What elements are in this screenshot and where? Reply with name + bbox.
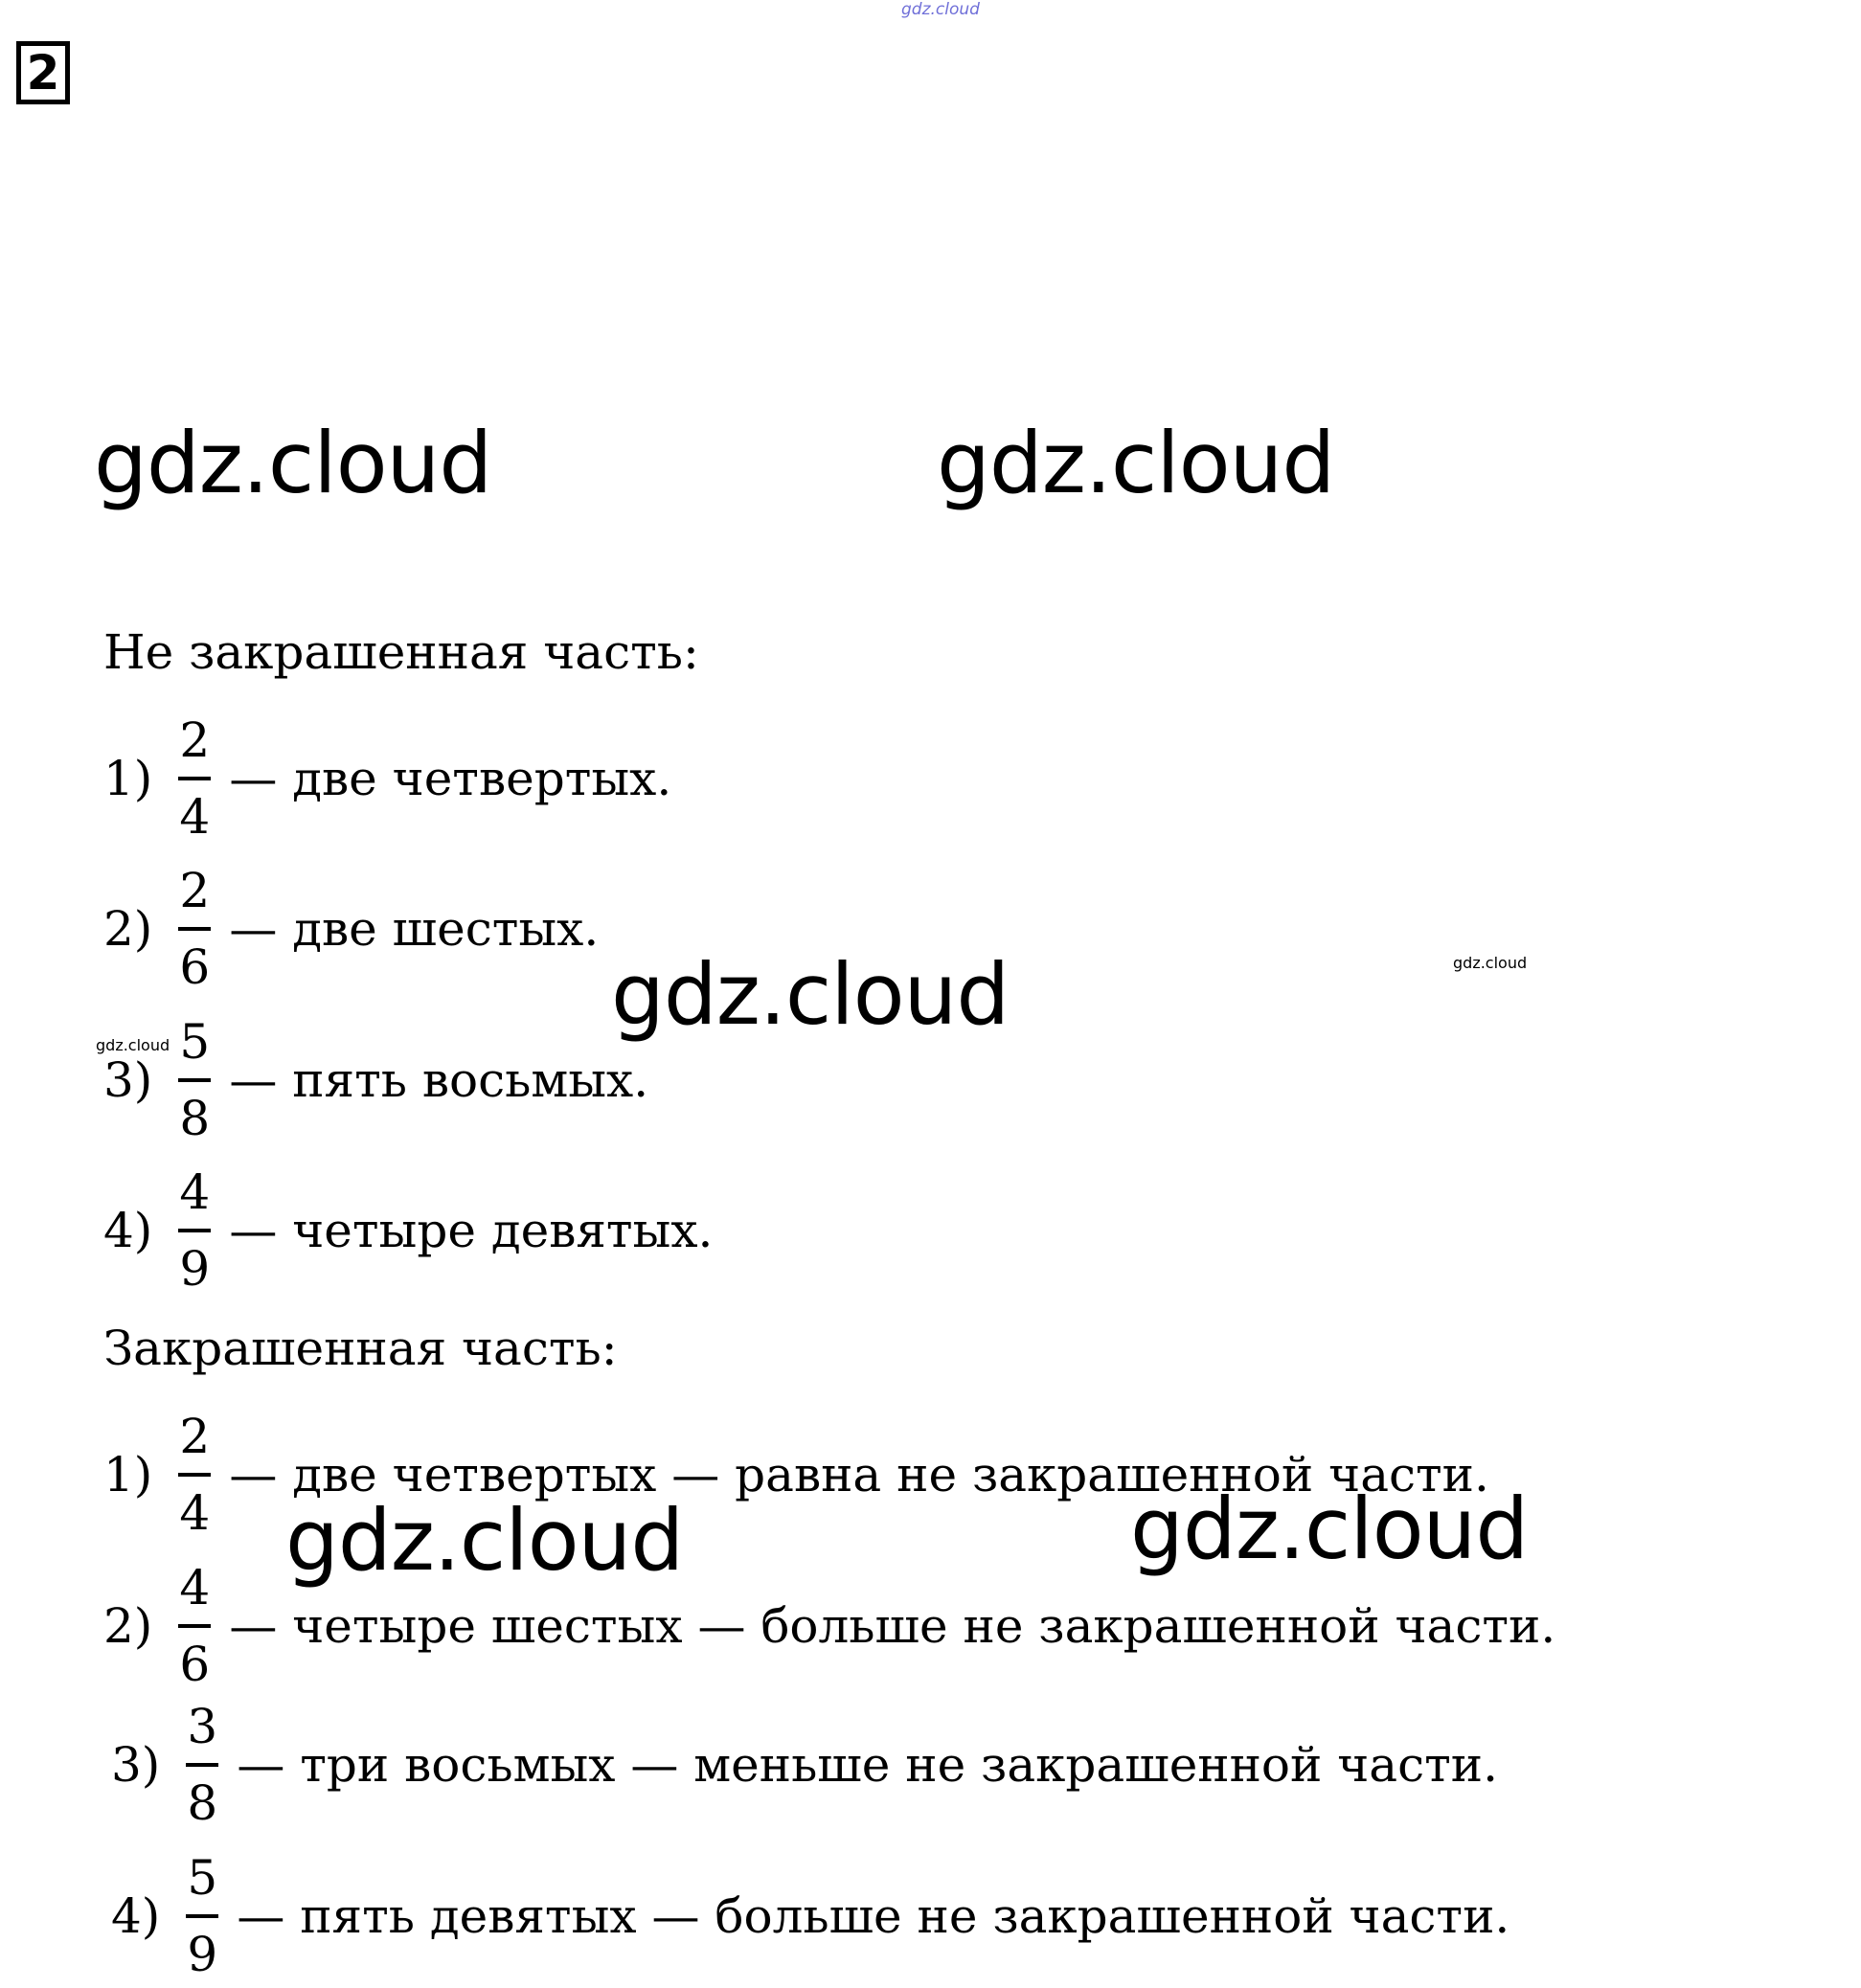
- watermark-top: gdz.cloud: [901, 0, 980, 19]
- fraction: [181, 1700, 223, 1830]
- fraction-denominator: 4: [179, 789, 211, 845]
- fraction-numerator: 2: [179, 712, 211, 768]
- fraction-numerator: 4: [179, 1164, 211, 1220]
- list-item: [103, 1159, 713, 1302]
- fraction: [173, 713, 216, 844]
- section-heading-unshaded: Не закрашенная часть:: [103, 624, 699, 680]
- fraction-numerator: 5: [187, 1850, 218, 1906]
- item-number: 3): [111, 1737, 161, 1793]
- item-number: 2): [103, 901, 153, 957]
- fraction-denominator: 8: [187, 1775, 218, 1831]
- fraction: [173, 1015, 216, 1145]
- watermark-big: gdz.cloud: [937, 414, 1335, 512]
- fraction-bar: [186, 1914, 218, 1918]
- list-item: [103, 1554, 1555, 1698]
- fraction: [173, 864, 216, 994]
- watermark-big: gdz.cloud: [1130, 1480, 1529, 1578]
- fraction-numerator: 2: [179, 863, 211, 918]
- fraction-bar: [178, 1229, 211, 1232]
- fraction-bar: [178, 777, 211, 780]
- fraction-denominator: 9: [187, 1927, 218, 1982]
- item-number: 1): [103, 751, 153, 806]
- item-text: — три восьмых — меньше не закрашенной части.: [237, 1737, 1499, 1793]
- fraction: [173, 1561, 216, 1691]
- item-number: 2): [103, 1598, 153, 1654]
- item-text: — четыре шестых — больше не закрашенной части.: [229, 1598, 1556, 1654]
- section-heading-shaded: Закрашенная часть:: [103, 1321, 618, 1376]
- task-number: 2: [16, 41, 70, 104]
- fraction-numerator: 3: [187, 1699, 218, 1754]
- fraction-bar: [178, 1624, 211, 1628]
- fraction-bar: [186, 1763, 218, 1767]
- item-number: 3): [103, 1052, 153, 1108]
- fraction-denominator: 8: [179, 1091, 211, 1146]
- item-text: — пять девятых — больше не закрашенной части.: [237, 1888, 1510, 1944]
- watermark-small: gdz.cloud: [96, 1036, 170, 1054]
- fraction-numerator: 2: [179, 1409, 211, 1464]
- fraction-bar: [178, 1473, 211, 1477]
- fraction-denominator: 6: [179, 939, 211, 995]
- list-item: [103, 1008, 648, 1152]
- watermark-big: gdz.cloud: [611, 945, 1010, 1044]
- list-item: [103, 857, 599, 1001]
- fraction: [173, 1410, 216, 1540]
- item-text: — пять восьмых.: [229, 1052, 649, 1108]
- fraction-denominator: 9: [179, 1241, 211, 1297]
- fraction: [173, 1165, 216, 1296]
- item-text: — две четвертых.: [229, 751, 672, 806]
- fraction-bar: [178, 1078, 211, 1082]
- watermark-big: gdz.cloud: [285, 1491, 684, 1590]
- item-number: 4): [111, 1888, 161, 1944]
- list-item: [111, 1693, 1498, 1837]
- fraction-numerator: 4: [179, 1560, 211, 1615]
- item-text: — две шестых.: [229, 901, 600, 957]
- fraction-denominator: 6: [179, 1637, 211, 1692]
- fraction-numerator: 5: [179, 1014, 211, 1070]
- fraction-denominator: 4: [179, 1485, 211, 1541]
- item-text: — две четвертых — равна не закрашенной части.: [229, 1447, 1489, 1502]
- watermark-big: gdz.cloud: [94, 414, 492, 512]
- item-number: 4): [103, 1203, 153, 1258]
- item-number: 1): [103, 1447, 153, 1502]
- item-text: — четыре девятых.: [229, 1203, 714, 1258]
- list-item: [111, 1844, 1509, 1988]
- watermark-small: gdz.cloud: [1453, 954, 1528, 972]
- fraction: [181, 1851, 223, 1981]
- fraction-bar: [178, 927, 211, 931]
- list-item: [103, 707, 671, 850]
